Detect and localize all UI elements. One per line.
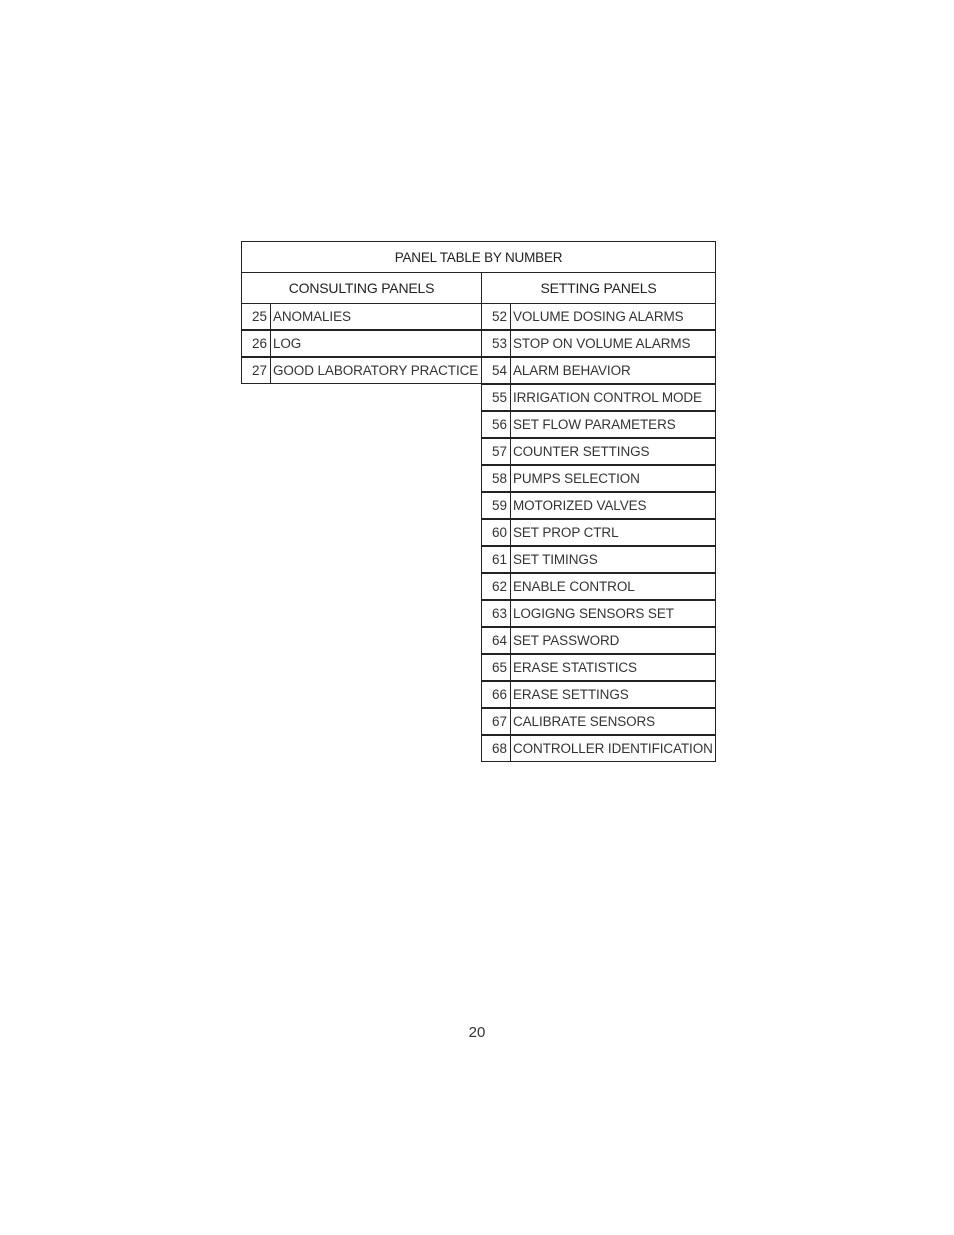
table-row (481, 465, 716, 492)
setting-panels-header: SETTING PANELS (481, 272, 716, 304)
table-row (481, 735, 716, 762)
table-title: PANEL TABLE BY NUMBER (241, 241, 716, 273)
panel-number: 59 (482, 493, 511, 518)
panel-label: ANOMALIES (273, 309, 351, 324)
panel-number: 68 (482, 736, 511, 761)
panel-label: ALARM BEHAVIOR (513, 363, 631, 378)
panel-label: ERASE SETTINGS (513, 687, 629, 702)
panel-number: 67 (482, 709, 511, 734)
panel-number: 66 (482, 682, 511, 707)
panel-label: SET FLOW PARAMETERS (513, 417, 676, 432)
panel-number: 26 (242, 331, 271, 356)
panel-number: 53 (482, 331, 511, 356)
table-row (481, 303, 716, 330)
table-row (481, 438, 716, 465)
panel-number: 65 (482, 655, 511, 680)
panel-label: COUNTER SETTINGS (513, 444, 650, 459)
panel-number: 58 (482, 466, 511, 491)
panel-number: 55 (482, 385, 511, 410)
table-row (481, 573, 716, 600)
table-row (481, 708, 716, 735)
panel-label: VOLUME DOSING ALARMS (513, 309, 684, 324)
panel-number: 56 (482, 412, 511, 437)
panel-number: 60 (482, 520, 511, 545)
panel-label: MOTORIZED VALVES (513, 498, 647, 513)
panel-number: 27 (242, 358, 271, 383)
panel-label: IRRIGATION CONTROL MODE (513, 390, 702, 405)
consulting-panels-column (241, 303, 482, 384)
page-number: 20 (468, 1024, 486, 1041)
panel-label: GOOD LABORATORY PRACTICE (273, 363, 479, 378)
consulting-panels-header: CONSULTING PANELS (241, 272, 482, 304)
panel-label: ERASE STATISTICS (513, 660, 637, 675)
table-row (481, 519, 716, 546)
panel-label: CONTROLLER IDENTIFICATION (513, 741, 713, 756)
table-row (481, 411, 716, 438)
table-row (481, 546, 716, 573)
panel-label: SET TIMINGS (513, 552, 598, 567)
table-row (481, 627, 716, 654)
panel-number: 54 (482, 358, 511, 383)
table-row (481, 492, 716, 519)
table-row (481, 654, 716, 681)
panel-number: 61 (482, 547, 511, 572)
table-row (241, 330, 482, 357)
setting-panels-column (481, 303, 716, 762)
panel-label: LOGIGNG SENSORS SET (513, 606, 674, 621)
panel-number: 52 (482, 304, 511, 329)
panel-number: 64 (482, 628, 511, 653)
panel-number: 63 (482, 601, 511, 626)
panel-number: 25 (242, 304, 271, 329)
table-row (481, 600, 716, 627)
panel-label: PUMPS SELECTION (513, 471, 640, 486)
table-row (241, 303, 482, 330)
panel-label: CALIBRATE SENSORS (513, 714, 656, 729)
table-row (481, 681, 716, 708)
panel-label: LOG (273, 336, 302, 351)
table-row (481, 384, 716, 411)
table-row (481, 330, 716, 357)
panel-number: 62 (482, 574, 511, 599)
table-row (481, 357, 716, 384)
panel-number: 57 (482, 439, 511, 464)
panel-label: SET PROP CTRL (513, 525, 619, 540)
table-row (241, 357, 482, 384)
panel-label: STOP ON VOLUME ALARMS (513, 336, 691, 351)
panel-label: SET PASSWORD (513, 633, 620, 648)
panel-label: ENABLE CONTROL (513, 579, 635, 594)
